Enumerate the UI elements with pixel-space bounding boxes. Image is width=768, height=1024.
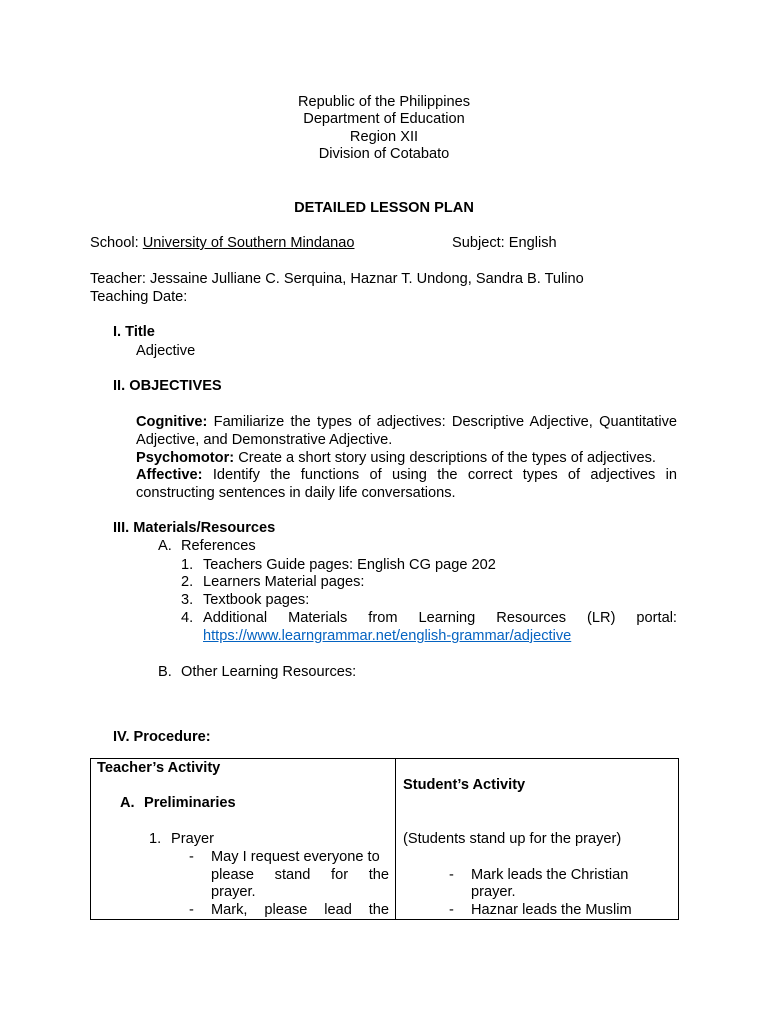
school-line: [90, 235, 354, 253]
column-divider: [395, 759, 396, 919]
affective-text-1: Identify the functions of using the correct types of adjectives in: [212, 467, 677, 483]
list-item-number: 4.: [181, 610, 194, 626]
list-item: Additional Materials from Learning Resources (LR) portal:: [203, 610, 677, 626]
objectives-heading: II. OBJECTIVES: [113, 378, 222, 394]
teacher-line: May I request everyone to: [211, 849, 380, 865]
psychomotor-line: [136, 450, 656, 468]
prayer-number: 1.: [149, 831, 162, 847]
teacher-line: prayer.: [211, 884, 256, 900]
affective-line-1: [136, 467, 677, 485]
list-item: Textbook pages:: [203, 592, 310, 608]
title-value: Adjective: [136, 343, 196, 359]
psychomotor-text: Create a short story using descriptions of the types of adjectives.: [238, 450, 656, 466]
cognitive-text-1: Familiarize the types of adjectives: Descriptive Adjective, Quantitative: [213, 414, 677, 430]
school-value: University of Southern Mindanao: [142, 235, 355, 251]
preliminaries-label: Preliminaries: [144, 795, 236, 811]
document-title: DETAILED LESSON PLAN: [294, 200, 474, 216]
title-heading: I. Title: [113, 324, 155, 340]
teacher-activity-header: Teacher’s Activity: [97, 760, 221, 776]
list-item-number: 1.: [181, 557, 194, 573]
affective-line-2: constructing sentences in daily life conversations.: [136, 485, 456, 501]
student-line: (Students stand up for the prayer): [403, 831, 622, 847]
psychomotor-label: Psychomotor:: [136, 450, 235, 466]
teaching-date-line: Teaching Date:: [90, 289, 188, 305]
lr-portal-link[interactable]: https://www.learngrammar.net/english-grammar/adjective: [203, 628, 572, 644]
preliminaries-marker: A.: [120, 795, 135, 811]
header-department: Department of Education: [303, 111, 465, 127]
student-line: Mark leads the Christian: [471, 867, 629, 883]
cognitive-label: Cognitive:: [136, 414, 208, 430]
references-marker: A.: [158, 538, 172, 554]
procedure-heading: IV. Procedure:: [113, 729, 211, 745]
prayer-label: Prayer: [171, 831, 214, 847]
cognitive-line-1: [136, 414, 677, 432]
dash-bullet: -: [189, 902, 194, 918]
student-activity-header: Student’s Activity: [403, 777, 526, 793]
subject-line: Subject: English: [452, 235, 557, 251]
dash-bullet: -: [449, 902, 454, 918]
teacher-line: Teacher: Jessaine Julliane C. Serquina, Haznar T. Undong, Sandra B. Tulino: [90, 271, 584, 287]
student-line: Haznar leads the Muslim: [471, 902, 632, 918]
teacher-line: please stand for the: [211, 867, 389, 883]
references-label: References: [181, 538, 256, 554]
other-resources-marker: B.: [158, 664, 172, 680]
school-label: School:: [90, 235, 139, 251]
header-division: Division of Cotabato: [318, 146, 450, 162]
list-item-number: 3.: [181, 592, 194, 608]
student-line: prayer.: [471, 884, 516, 900]
cognitive-line-2: Adjective, and Demonstrative Adjective.: [136, 432, 393, 448]
header-region: Region XII: [349, 129, 419, 145]
other-resources-label: Other Learning Resources:: [181, 664, 357, 680]
procedure-table: [90, 758, 679, 920]
list-item: Teachers Guide pages: English CG page 202: [203, 557, 496, 573]
list-item-number: 2.: [181, 574, 194, 590]
materials-heading: III. Materials/Resources: [113, 520, 276, 536]
list-item: Learners Material pages:: [203, 574, 365, 590]
dash-bullet: -: [449, 867, 454, 883]
header-republic: Republic of the Philippines: [298, 94, 470, 110]
dash-bullet: -: [189, 849, 194, 865]
affective-label: Affective:: [136, 467, 203, 483]
teacher-line: Mark, please lead the: [211, 902, 389, 918]
